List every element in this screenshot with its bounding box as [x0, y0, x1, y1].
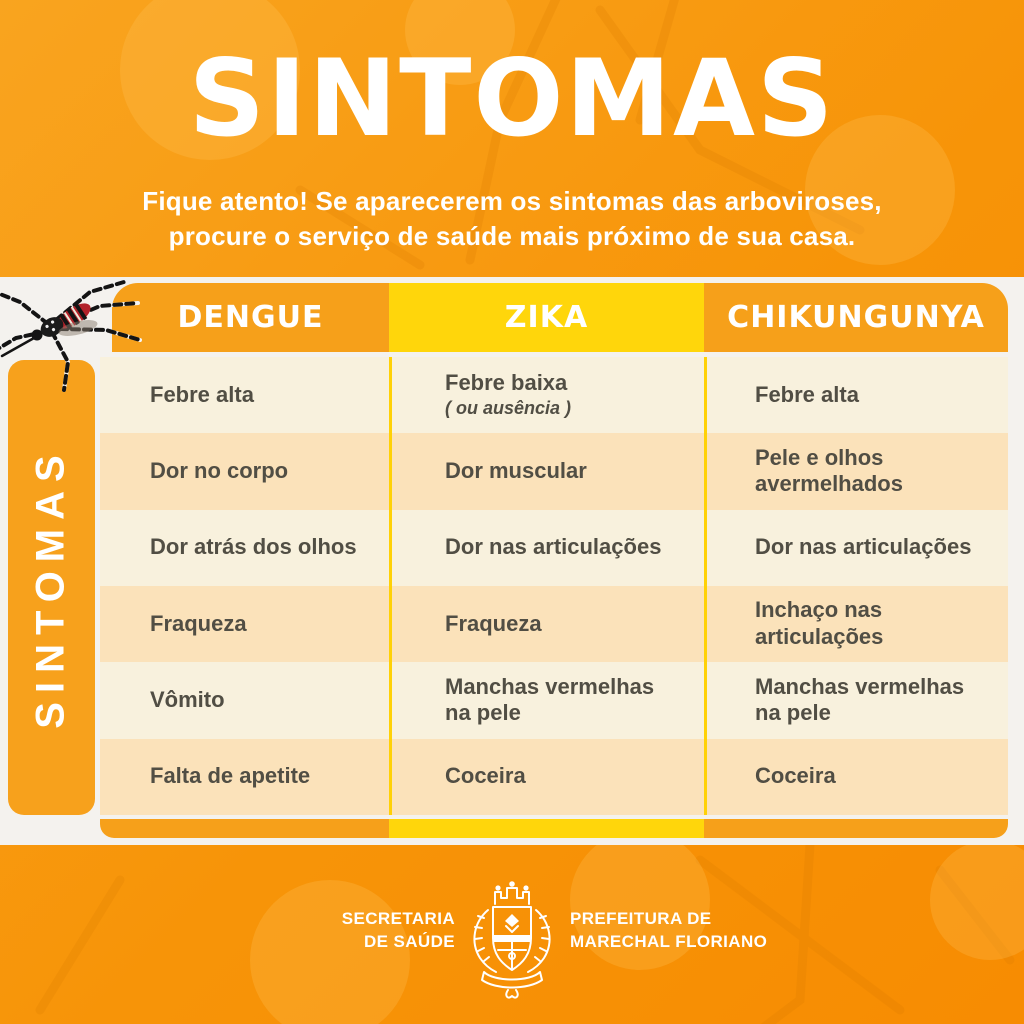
page-title: SINTOMAS	[188, 37, 836, 160]
secretaria-de-saude-label	[255, 908, 455, 954]
cell-chikungunya: Dor nas articulações	[704, 510, 1008, 586]
prefeitura-line-1: PREFEITURA DE	[570, 909, 712, 928]
cell-zika-note: ( ou ausência )	[445, 398, 572, 419]
side-label-text: SINTOMAS	[29, 446, 74, 729]
column-header-chikungunya: CHIKUNGUNYA	[704, 283, 1008, 352]
cell-chikungunya: Manchas vermelhas na pele	[704, 662, 1008, 738]
prefeitura-line-2: MARECHAL FLORIANO	[570, 931, 768, 951]
cell-zika: Manchas vermelhas na pele	[389, 662, 704, 738]
cell-chikungunya: Inchaço nas articulações	[704, 586, 1008, 662]
secretaria-line-1: SECRETARIA	[341, 909, 455, 928]
cell-chikungunya: Pele e olhos avermelhados	[704, 433, 1008, 509]
table-row	[100, 357, 1008, 433]
side-label-sintomas	[8, 360, 95, 815]
table-bottom-bar-zika	[389, 819, 704, 838]
cell-dengue: Falta de apetite	[150, 763, 311, 789]
cell-zika: Fraqueza	[389, 586, 704, 662]
cell-chikungunya: Febre alta	[704, 357, 1008, 433]
subtitle-line-2: procure o serviço de saúde mais próximo de sua casa.	[168, 221, 856, 252]
cell-chikungunya: Coceira	[704, 739, 1008, 815]
column-header-zika: ZIKA	[389, 283, 704, 352]
table-row	[100, 662, 1008, 738]
cell-zika-main: Febre baixa	[445, 370, 568, 396]
cell-dengue: Vômito	[150, 687, 225, 713]
table-row	[100, 510, 1008, 586]
cell-zika: Coceira	[389, 739, 704, 815]
cell-dengue: Dor atrás dos olhos	[150, 534, 357, 560]
prefeitura-marechal-floriano-label	[570, 908, 830, 954]
page-subtitle	[0, 184, 1024, 254]
marechal-floriano-coat-of-arms-icon	[462, 880, 562, 1002]
cell-zika: Dor nas articulações	[389, 510, 704, 586]
subtitle-line-1: Fique atento! Se aparecerem os sintomas das arboviroses,	[142, 186, 882, 216]
table-row	[100, 433, 1008, 509]
table-bottom-bar-dengue	[100, 819, 389, 838]
cell-zika: Dor muscular	[389, 433, 704, 509]
cell-dengue: Dor no corpo	[150, 458, 289, 484]
aedes-mosquito-icon	[0, 276, 150, 400]
secretaria-line-2: DE SAÚDE	[363, 931, 455, 951]
column-header-dengue: DENGUE	[112, 283, 389, 352]
table-bottom-bar-chikungunya	[704, 819, 1008, 838]
symptoms-table	[100, 357, 1008, 815]
cell-dengue: Febre alta	[150, 381, 254, 407]
table-row	[100, 586, 1008, 662]
cell-zika	[389, 357, 704, 433]
cell-dengue: Fraqueza	[150, 610, 247, 636]
table-row	[100, 739, 1008, 815]
